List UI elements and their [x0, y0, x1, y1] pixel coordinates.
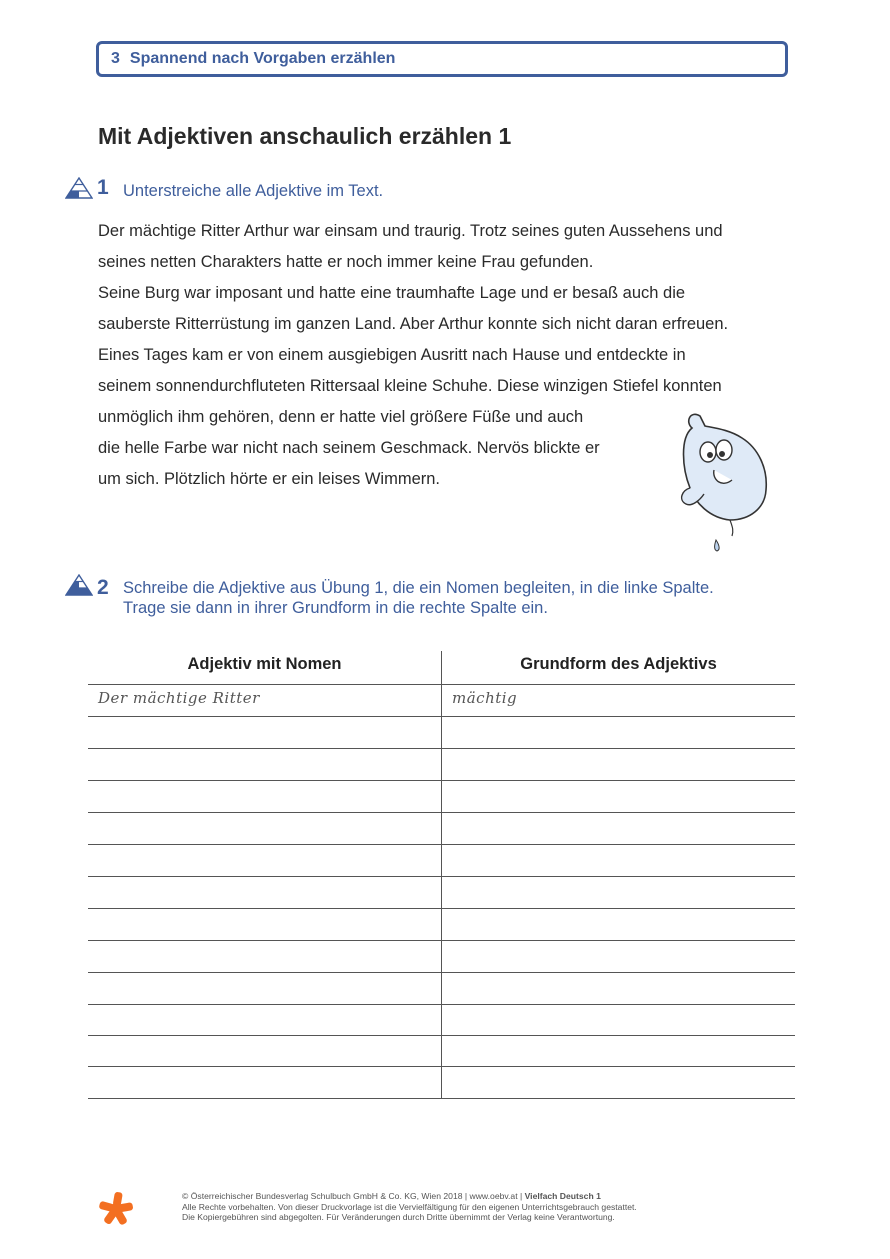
table-row-line [88, 844, 795, 845]
page-title: Mit Adjektiven anschaulich erzählen 1 [98, 123, 512, 149]
task-1-number: 1 [97, 176, 109, 199]
difficulty-pyramid-icon [65, 177, 93, 199]
story-line: Eines Tages kam er von einem ausgiebigen Ausritt nach Hause und entdeckte in [98, 346, 686, 364]
task-2-instruction: Schreibe die Adjektive aus Übung 1, die ein Nomen begleiten, in die linke Spalte. [123, 579, 714, 597]
table-row-line [88, 716, 795, 717]
story-line: sauberste Ritterrüstung im ganzen Land. Aber Arthur konnte sich nicht daran erfreuen. [98, 315, 729, 333]
table-row-line [88, 972, 795, 973]
task-1-instruction: Unterstreiche alle Adjektive im Text. [123, 182, 384, 200]
table-row-line [88, 1035, 795, 1036]
table-row-line [88, 1004, 795, 1005]
column-header-left: Adjektiv mit Nomen [187, 655, 342, 673]
chapter-number: 3 [111, 50, 120, 67]
story-line: Der mächtige Ritter Arthur war einsam und traurig. Trotz seines guten Aussehens und [98, 222, 723, 240]
example-base-form: mächtig [452, 689, 518, 707]
publisher-logo-icon [98, 1191, 134, 1227]
story-line: Seine Burg war imposant und hatte eine traumhafte Lage und er besaß auch die [98, 284, 686, 302]
story-line: seines netten Charakters hatte er noch immer keine Frau gefunden. [98, 253, 594, 271]
story-line: seinem sonnendurchfluteten Rittersaal kleine Schuhe. Diese winzigen Stiefel konnten [98, 377, 722, 395]
table-row-line [88, 908, 795, 909]
story-line: die helle Farbe war nicht nach seinem Geschmack. Nervös blickte er [98, 439, 600, 457]
table-row-line [88, 1098, 795, 1099]
task-2-number: 2 [97, 576, 109, 599]
story-line: um sich. Plötzlich hörte er ein leises Wimmern. [98, 470, 441, 488]
footer-copyright [182, 1191, 637, 1223]
story-line: unmöglich ihm gehören, denn er hatte viel größere Füße und auch [98, 408, 584, 426]
table-row-line [88, 940, 795, 941]
table-row-line [88, 748, 795, 749]
difficulty-pyramid-icon [65, 574, 93, 596]
footer-rights: Alle Rechte vorbehalten. Von dieser Druckvorlage ist die Vervielfältigung für den eigenen Unterrichtsgebrauch gestattet. [182, 1201, 637, 1212]
footer-book-title: Vielfach Deutsch 1 [524, 1191, 601, 1201]
task-2-instruction: Trage sie dann in ihrer Grundform in die rechte Spalte ein. [123, 599, 548, 617]
footer-copyright-text: © Österreichischer Bundesverlag Schulbuch GmbH & Co. KG, Wien 2018 | www.oebv.at | [182, 1191, 525, 1201]
example-adjective-noun: Der mächtige Ritter [98, 689, 260, 707]
chapter-header [96, 41, 788, 77]
ghost-illustration [670, 408, 780, 558]
table-row-line [88, 1066, 795, 1067]
table-row-line [88, 876, 795, 877]
column-divider [441, 651, 442, 1098]
column-header-right: Grundform des Adjektivs [520, 655, 717, 673]
table-row-line [88, 684, 795, 685]
table-row-line [88, 812, 795, 813]
answer-table [88, 651, 795, 1099]
chapter-title: Spannend nach Vorgaben erzählen [129, 50, 396, 67]
footer-disclaimer: Die Kopiergebühren sind abgegolten. Für Veränderungen durch Dritte übernimmt der Verlag keine Verantwortung. [182, 1212, 615, 1222]
table-row-line [88, 780, 795, 781]
